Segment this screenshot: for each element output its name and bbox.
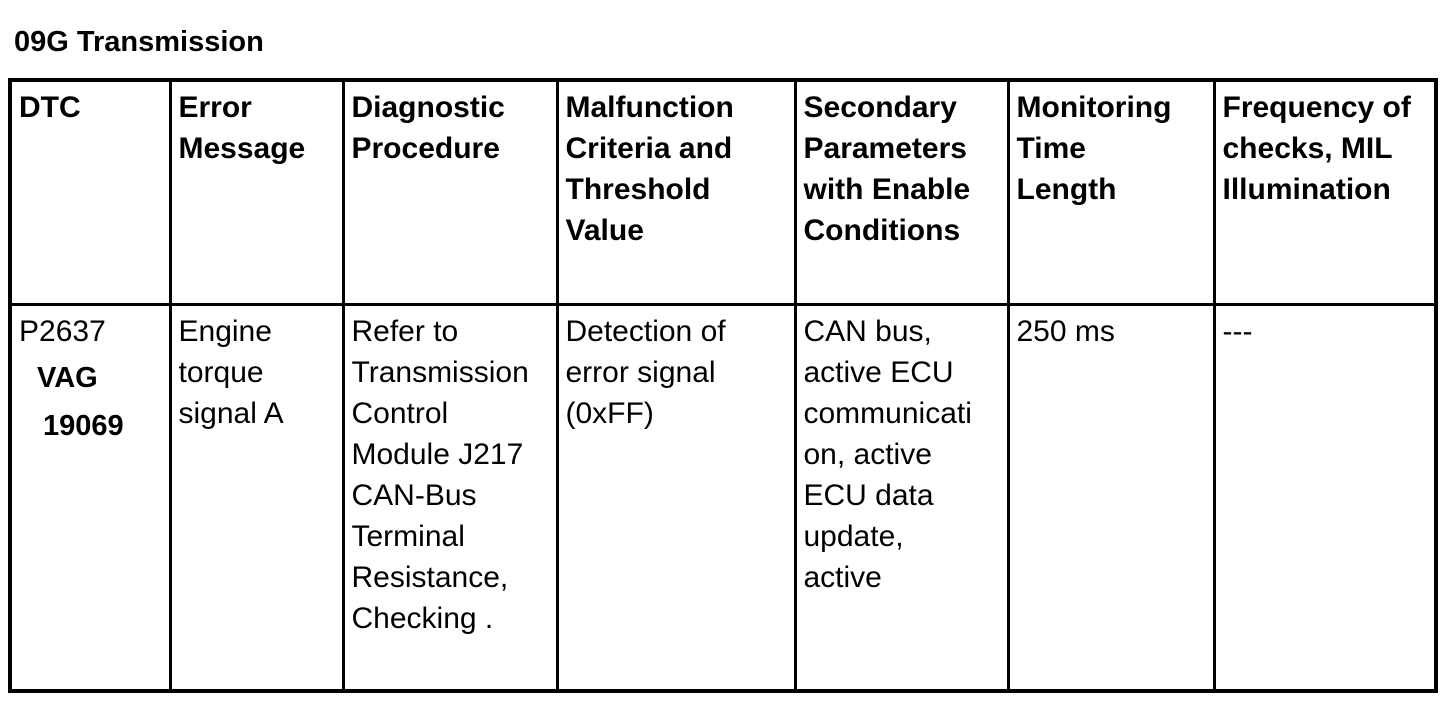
page-title: 09G Transmission bbox=[14, 26, 264, 58]
dtc-table bbox=[8, 78, 1438, 693]
header-malfunction-criteria: Malfunction Criteria and Threshold Value bbox=[557, 80, 795, 305]
table-header-row bbox=[10, 80, 1436, 305]
cell-dtc bbox=[10, 305, 170, 692]
cell-malfunction-criteria: Detection of error signal (0xFF) bbox=[557, 305, 795, 692]
header-dtc: DTC bbox=[10, 80, 170, 305]
dtc-code: P2637 bbox=[19, 315, 106, 348]
header-monitoring-time: Monitoring Time Length bbox=[1008, 80, 1214, 305]
vag-number: 19069 bbox=[43, 410, 124, 442]
vag-label: VAG bbox=[37, 362, 98, 394]
vag-code bbox=[19, 354, 163, 450]
header-secondary-parameters: Secondary Parameters with Enable Conditions bbox=[795, 80, 1008, 305]
header-frequency: Frequency of checks, MIL Illumination bbox=[1214, 80, 1436, 305]
table-row bbox=[10, 305, 1436, 692]
cell-error-message: Engine torque signal A bbox=[170, 305, 343, 692]
cell-monitoring-time: 250 ms bbox=[1008, 305, 1214, 692]
cell-frequency: --- bbox=[1214, 305, 1436, 692]
cell-diagnostic-procedure: Refer to Transmission Control Module J217 CAN-Bus Terminal Resistance, Checking . bbox=[343, 305, 557, 692]
cell-secondary-parameters: CAN bus, active ECU communicati on, active ECU data update, active bbox=[795, 305, 1008, 692]
header-diagnostic-procedure: Diagnostic Procedure bbox=[343, 80, 557, 305]
header-error-message: Error Message bbox=[170, 80, 343, 305]
